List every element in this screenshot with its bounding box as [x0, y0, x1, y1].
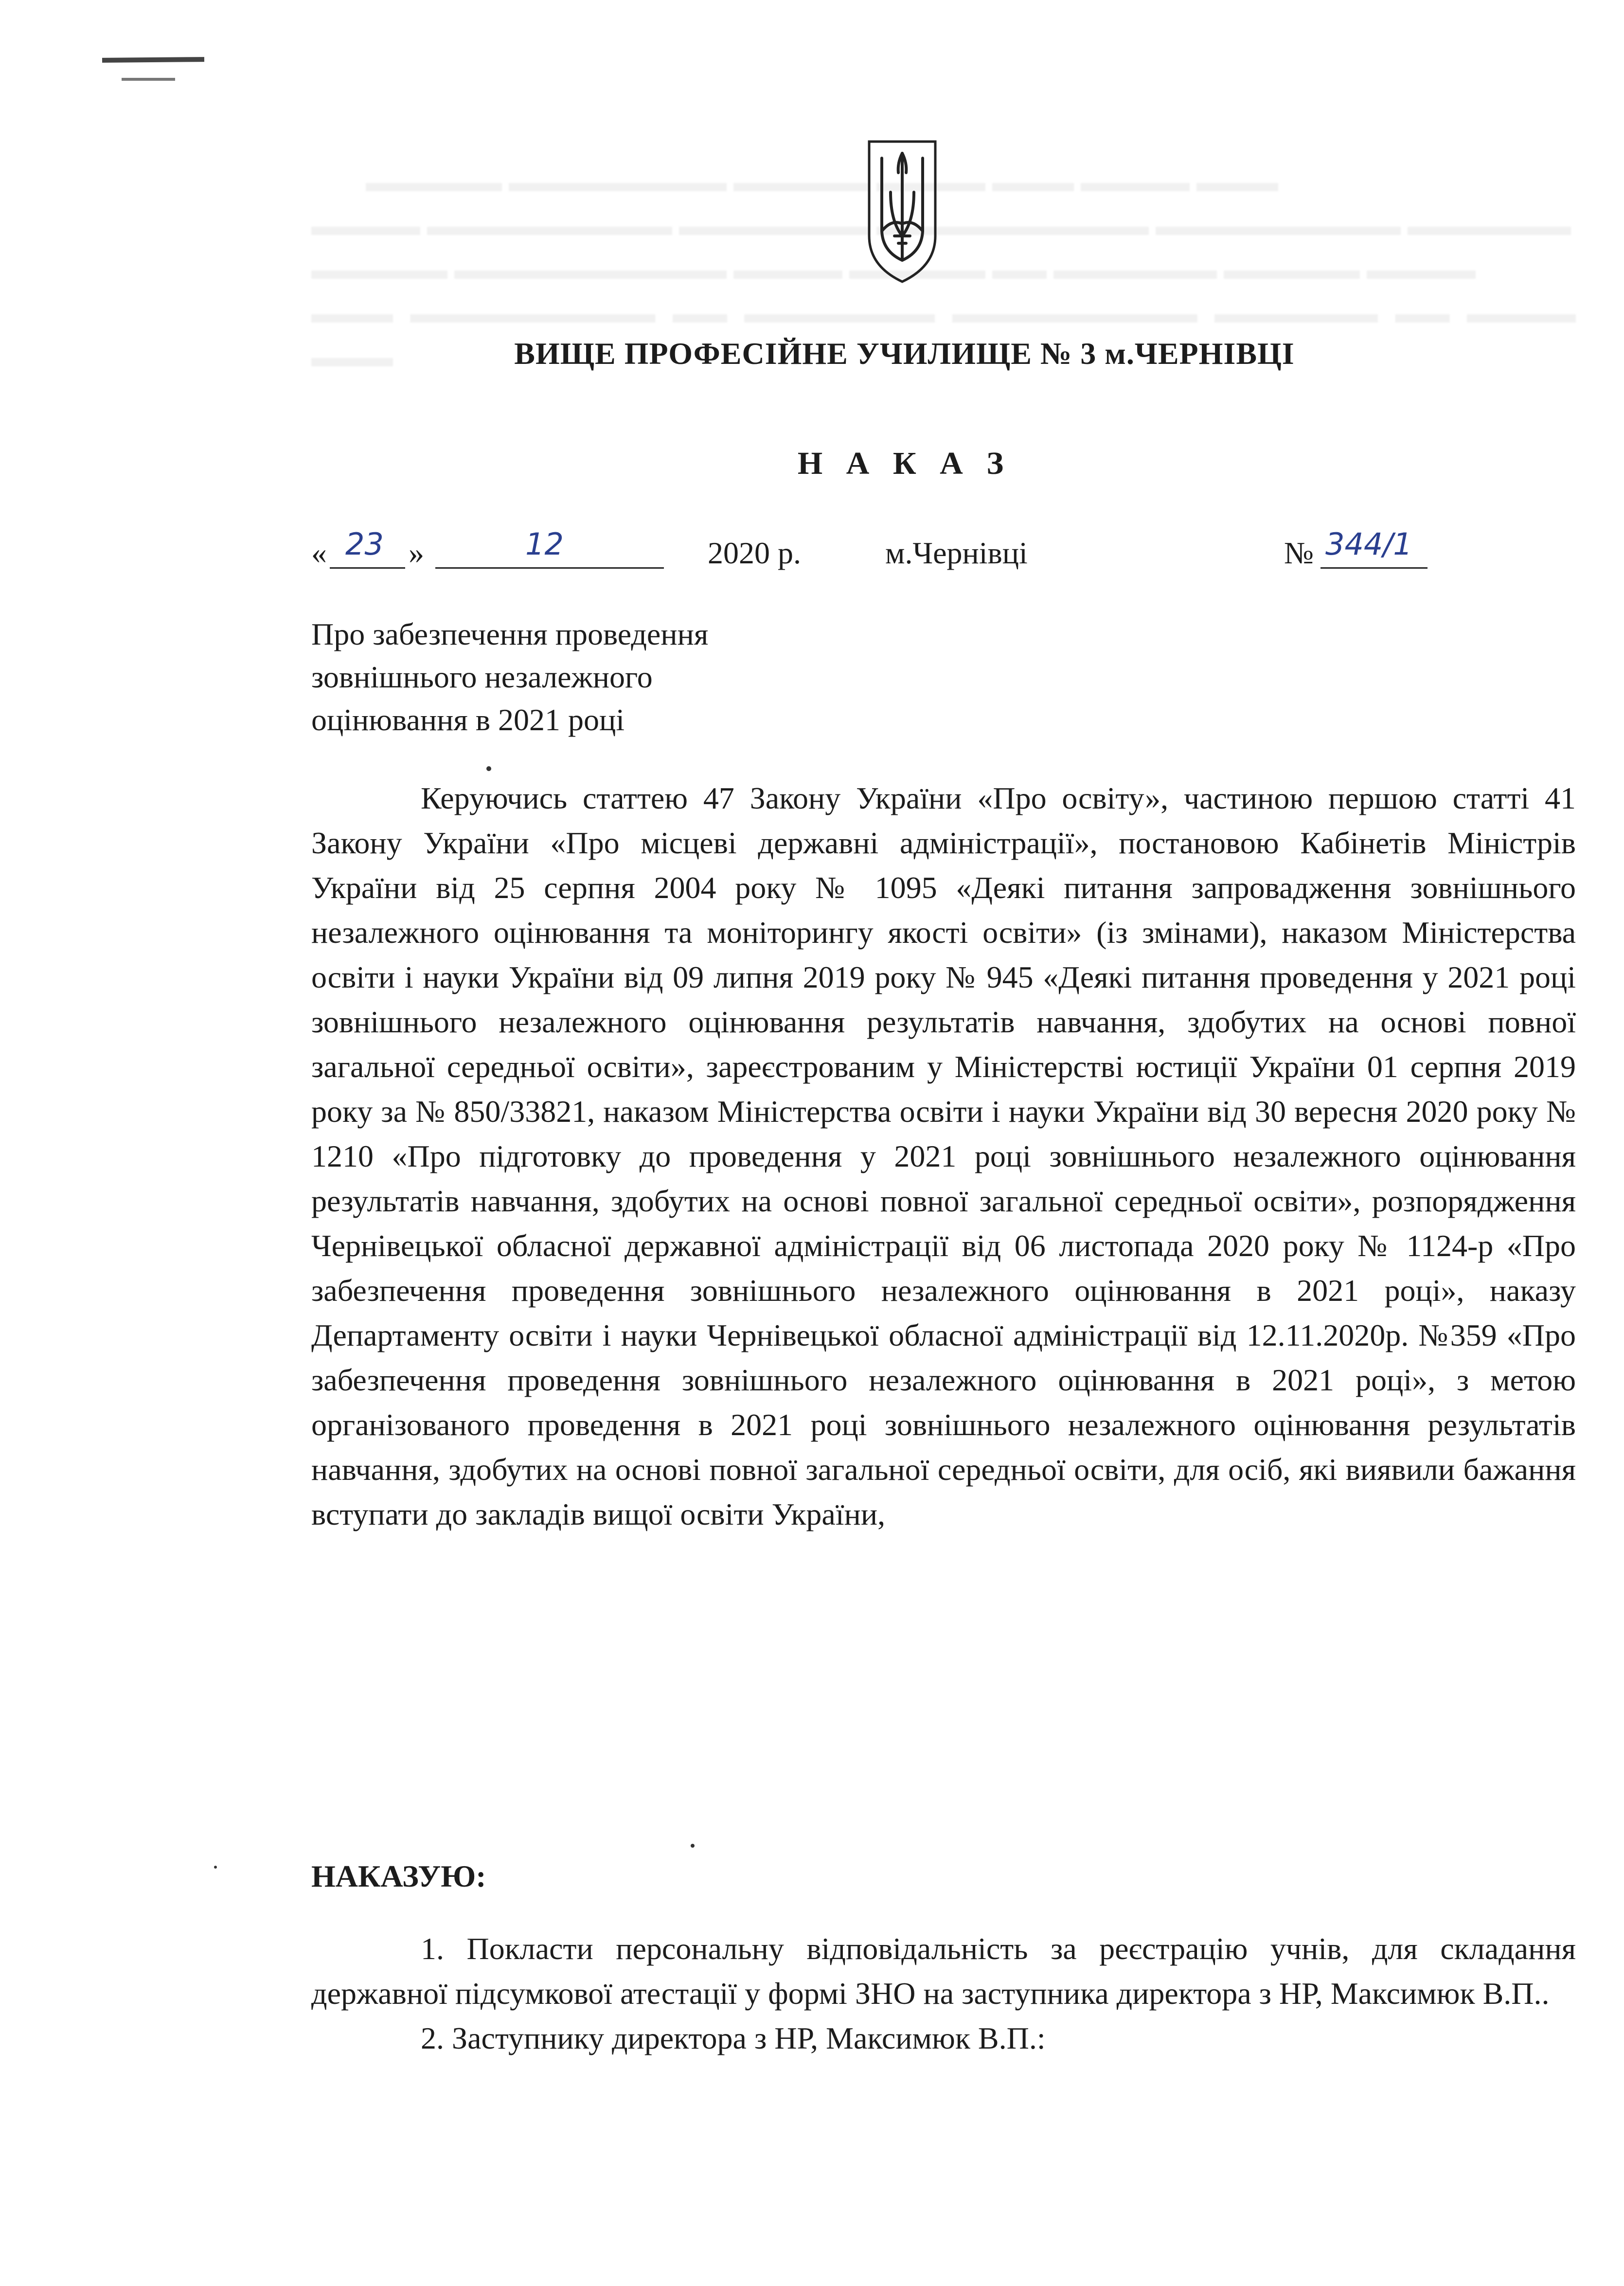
order-number: 344/1 [1325, 526, 1412, 562]
scan-speck [214, 1866, 217, 1869]
scan-speck [691, 1844, 695, 1848]
order-meta-row [311, 526, 1576, 584]
date-month: 12 [525, 526, 564, 562]
subject-line: Про забезпечення проведення [311, 617, 709, 651]
order-number-prefix: № [1284, 536, 1314, 570]
subject-line: оцінювання в 2021 році [311, 702, 625, 737]
date-open-quote: « [311, 536, 327, 570]
bleed-through: ▬▬▬▬▬ ▬▬▬▬▬▬▬▬ ▬▬▬▬▬ ▬▬▬▬ ▬▬▬ ▬▬▬▬ ▬▬▬ ▬▬▬▬ ▬▬▬▬▬▬▬▬▬ ▬▬▬▬▬▬▬ ▬▬▬▬▬▬▬▬▬▬ ▬▬▬▬▬▬▬▬▬ ▬▬▬▬▬▬ ▬▬▬▬▬ ▬▬▬▬▬▬▬▬▬▬ ▬▬▬▬ ▬▬▬▬▬ ▬▬ ▬▬▬▬▬▬ ▬▬▬▬▬ ▬▬▬▬ ▬▬▬ ▬▬▬▬▬▬▬▬▬ ▬▬ ▬▬▬▬▬▬▬ ▬▬▬▬▬▬▬▬▬ ▬▬▬▬▬▬ ▬▬ ▬▬▬▬ ▬▬▬ [311, 167, 1576, 373]
order-item: 1. Покласти персональну відповідальність за реєстрацію учнів, для складання державної підсумкової атестації у формі ЗНО на заступника директора з НР, Максимюк В.П.. [311, 1931, 1576, 2011]
order-city: м.Чернівці [885, 536, 1028, 570]
order-items [311, 1926, 1576, 2061]
trident-emblem-icon [863, 139, 941, 285]
scan-speck [486, 766, 491, 771]
order-preamble [311, 776, 1576, 1537]
scan-artifact [102, 57, 204, 63]
organization-title: ВИЩЕ ПРОФЕСІЙНЕ УЧИЛИЩЕ № 3 м.ЧЕРНІВЦІ [514, 336, 1295, 371]
date-close-quote: » [409, 536, 424, 570]
order-number-underline [1321, 567, 1428, 569]
date-year: 2020 р. [708, 536, 801, 570]
order-heading: НАКАЗУЮ: [311, 1859, 486, 1893]
order-item: 2. Заступнику директора з НР, Максимюк В.П.: [421, 2021, 1046, 2055]
scan-artifact [122, 78, 175, 81]
subject-line: зовнішнього незалежного [311, 660, 653, 694]
date-month-underline [435, 567, 664, 569]
document-type: Н А К А З [797, 446, 1012, 481]
date-day: 23 [345, 526, 384, 562]
order-subject [311, 613, 708, 741]
date-day-underline [330, 567, 405, 569]
preamble-paragraph: Керуючись статтею 47 Закону України «Про освіту», частиною першою статті 41 Закону України «Про місцеві державні адміністрації», постановою Кабінетів Міністрів України від 25 серпня 2004 року № 1095 «Деякі питання запровадження зовнішнього незалежного оцінювання та моніторингу якості освіти» (із змінами), наказом Міністерства освіти і науки України від 09 липня 2019 року № 945 «Деякі питання проведення у 2021 році зовнішнього незалежного оцінювання результатів навчання, здобутих на основі повної загальної середньої освіти», зареєстрованим у Міністерстві юстиції України 01 серпня 2019 року за № 850/33821, наказом Міністерства освіти і науки України від 30 вересня 2020 року № 1210 «Про підготовку до проведення у 2021 році зовнішнього незалежного оцінювання результатів навчання, здобутих на основі повної загальної середньої освіти», розпорядження Чернівецької обласної державної адміністрації від 06 листопада 2020 року № 1124-р «Про забезпечення проведення зовнішнього незалежного оцінювання в 2021 році», наказу Департаменту освіти і науки Чернівецької обласної адміністрації від 12.11.2020р. №359 «Про забезпечення проведення зовнішнього незалежного оцінювання в 2021 році», з метою організованого проведення в 2021 році зовнішнього незалежного оцінювання результатів навчання, здобутих на основі повної загальної середньої освіти, для осіб, які виявили бажання вступати до закладів вищої освіти України, [311, 781, 1576, 1531]
